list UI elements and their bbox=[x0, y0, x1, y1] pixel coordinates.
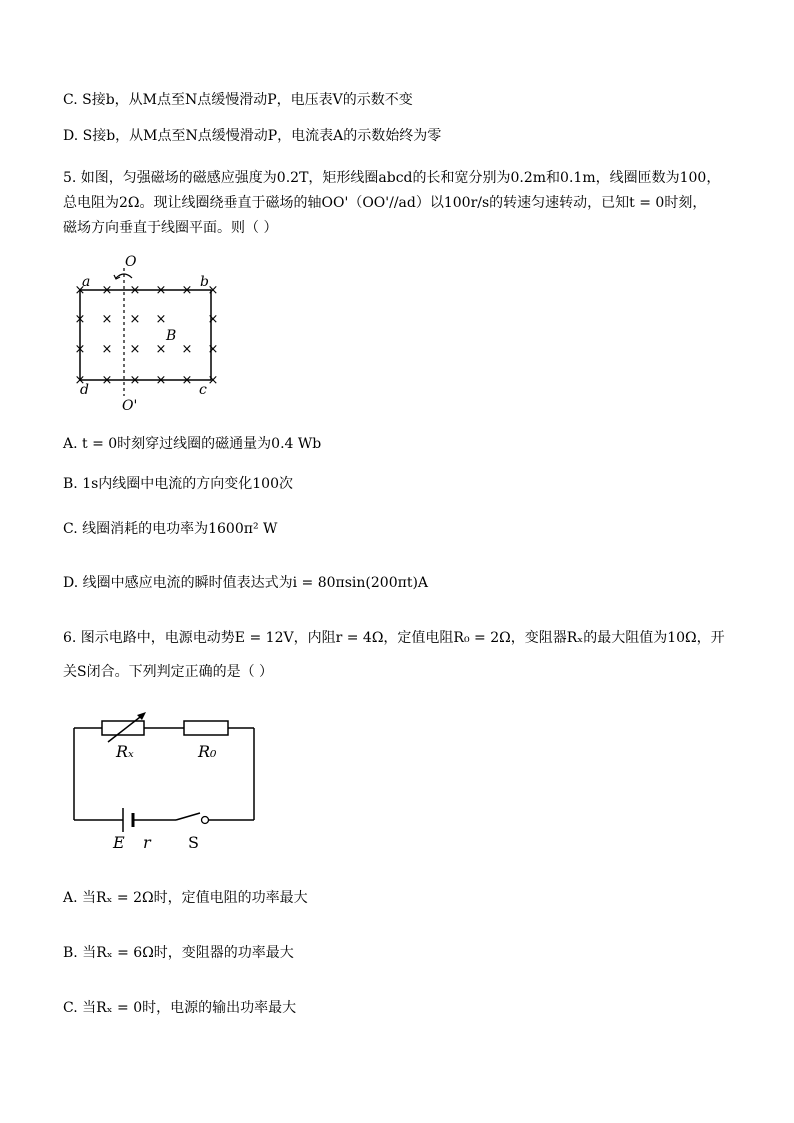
rheostat-arrow bbox=[108, 714, 144, 742]
svg-text:×: × bbox=[129, 283, 141, 298]
svg-text:×: × bbox=[207, 312, 219, 327]
svg-text:×: × bbox=[74, 312, 86, 327]
question-5-line-2: 总电阻为2Ω。现让线圈绕垂直于磁场的轴OO'（OO'//ad）以100r/s的转速匀速转动，已知t = 0时刻， bbox=[63, 195, 707, 211]
svg-text:×: × bbox=[181, 373, 193, 388]
option-c-prev: C. S接b，从M点至N点缓慢滑动P，电压表V的示数不变 bbox=[63, 92, 413, 108]
variable-resistor bbox=[102, 721, 144, 735]
question-5-option-d: D. 线圈中感应电流的瞬时值表达式为i = 80πsin(200πt)A bbox=[63, 575, 429, 591]
question-6-option-c: C. 当Rₓ = 0时，电源的输出功率最大 bbox=[63, 1000, 297, 1016]
label-a: a bbox=[82, 274, 91, 290]
question-5-option-c: C. 线圈消耗的电功率为1600π² W bbox=[63, 521, 278, 537]
switch-contact bbox=[202, 817, 209, 824]
svg-text:×: × bbox=[129, 373, 141, 388]
svg-text:×: × bbox=[181, 342, 193, 357]
svg-text:×: × bbox=[155, 373, 167, 388]
question-5-line-1: 5. 如图，匀强磁场的磁感应强度为0.2T，矩形线圈abcd的长和宽分别为0.2m和0.1m，线圈匝数为100， bbox=[63, 170, 721, 186]
svg-text:×: × bbox=[101, 312, 113, 327]
coil-figure bbox=[66, 248, 226, 418]
label-b: b bbox=[200, 274, 209, 290]
svg-text:×: × bbox=[207, 342, 219, 357]
svg-text:×: × bbox=[74, 342, 86, 357]
svg-text:×: × bbox=[155, 342, 167, 357]
question-6-option-a: A. 当Rₓ = 2Ω时，定值电阻的功率最大 bbox=[63, 890, 308, 906]
switch-lever bbox=[176, 813, 200, 820]
question-5-option-a: A. t = 0时刻穿过线圈的磁通量为0.4 Wb bbox=[63, 436, 322, 452]
svg-text:×: × bbox=[101, 373, 113, 388]
svg-text:×: × bbox=[129, 312, 141, 327]
label-Rx: Rₓ bbox=[116, 742, 134, 761]
label-c: c bbox=[199, 382, 207, 398]
svg-text:×: × bbox=[155, 312, 167, 327]
label-B: B bbox=[166, 328, 177, 344]
question-6-line-2: 关S闭合。下列判定正确的是（ ） bbox=[63, 664, 274, 680]
svg-text:×: × bbox=[74, 373, 86, 388]
svg-text:×: × bbox=[101, 342, 113, 357]
label-r: r bbox=[143, 833, 151, 852]
question-6-option-b: B. 当Rₓ = 6Ω时，变阻器的功率最大 bbox=[63, 945, 294, 961]
svg-text:×: × bbox=[74, 283, 86, 298]
question-5-line-3: 磁场方向垂直于线圈平面。则（ ） bbox=[63, 220, 278, 236]
option-d-prev: D. S接b，从M点至N点缓慢滑动P，电流表A的示数始终为零 bbox=[63, 128, 442, 144]
label-O: O bbox=[125, 254, 137, 270]
question-6-line-1: 6. 图示电路中，电源电动势E = 12V，内阻r = 4Ω，定值电阻R₀ = 2Ω，变阻器Rₓ的最大阻值为10Ω，开 bbox=[63, 630, 725, 646]
svg-text:×: × bbox=[101, 283, 113, 298]
question-5-option-b: B. 1s内线圈中电流的方向变化100次 bbox=[63, 476, 294, 492]
fixed-resistor bbox=[184, 721, 228, 735]
svg-text:×: × bbox=[181, 283, 193, 298]
svg-text:×: × bbox=[207, 283, 219, 298]
svg-text:×: × bbox=[155, 283, 167, 298]
label-O-prime: O' bbox=[122, 398, 138, 414]
label-E: E bbox=[113, 833, 125, 852]
label-R0: R₀ bbox=[198, 742, 217, 761]
magnetic-field-marks bbox=[75, 283, 219, 388]
label-d: d bbox=[80, 382, 89, 398]
coil-rectangle bbox=[80, 290, 211, 380]
svg-text:×: × bbox=[129, 342, 141, 357]
label-S: S bbox=[188, 833, 199, 852]
svg-text:×: × bbox=[207, 373, 219, 388]
circuit-figure bbox=[66, 708, 266, 858]
